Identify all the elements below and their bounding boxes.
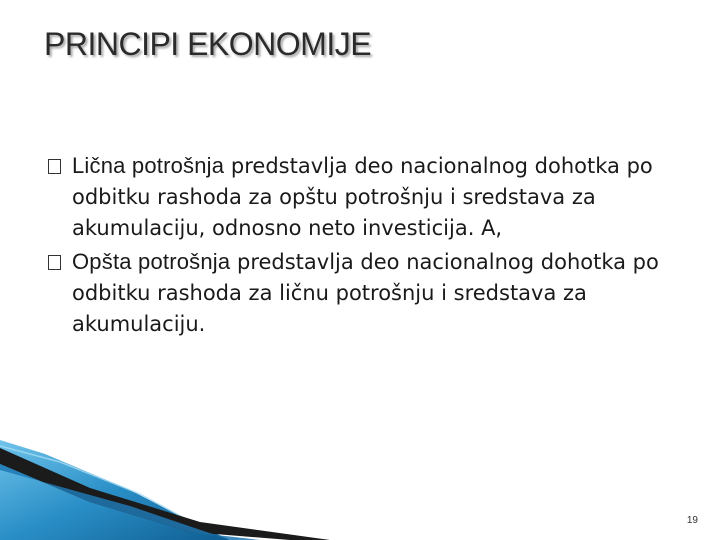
bullet-text: predstavlja deo nacionalnog dohotka po odbitku rashoda za ličnu potrošnju i sredstava za akumulaciju. [72,250,659,336]
bullet-text: predstavlja deo nacionalnog dohotka po odbitku rashoda za opštu potrošnju i sredstava za akumulaciju, odnosno neto investicija. A, [72,154,653,240]
slide-title: PRINCIPI EKONOMIJE [44,26,372,62]
bullet-item [48,150,708,244]
bullet-list [48,150,708,342]
bullet-term: Lična potrošnja [72,153,225,178]
page-number: 19 [686,515,698,526]
bullet-box-icon [48,255,61,270]
decorative-swoosh [0,440,720,540]
bullet-term: Opšta potrošnja [72,249,231,274]
bullet-item [48,246,708,340]
bullet-box-icon [48,159,61,174]
